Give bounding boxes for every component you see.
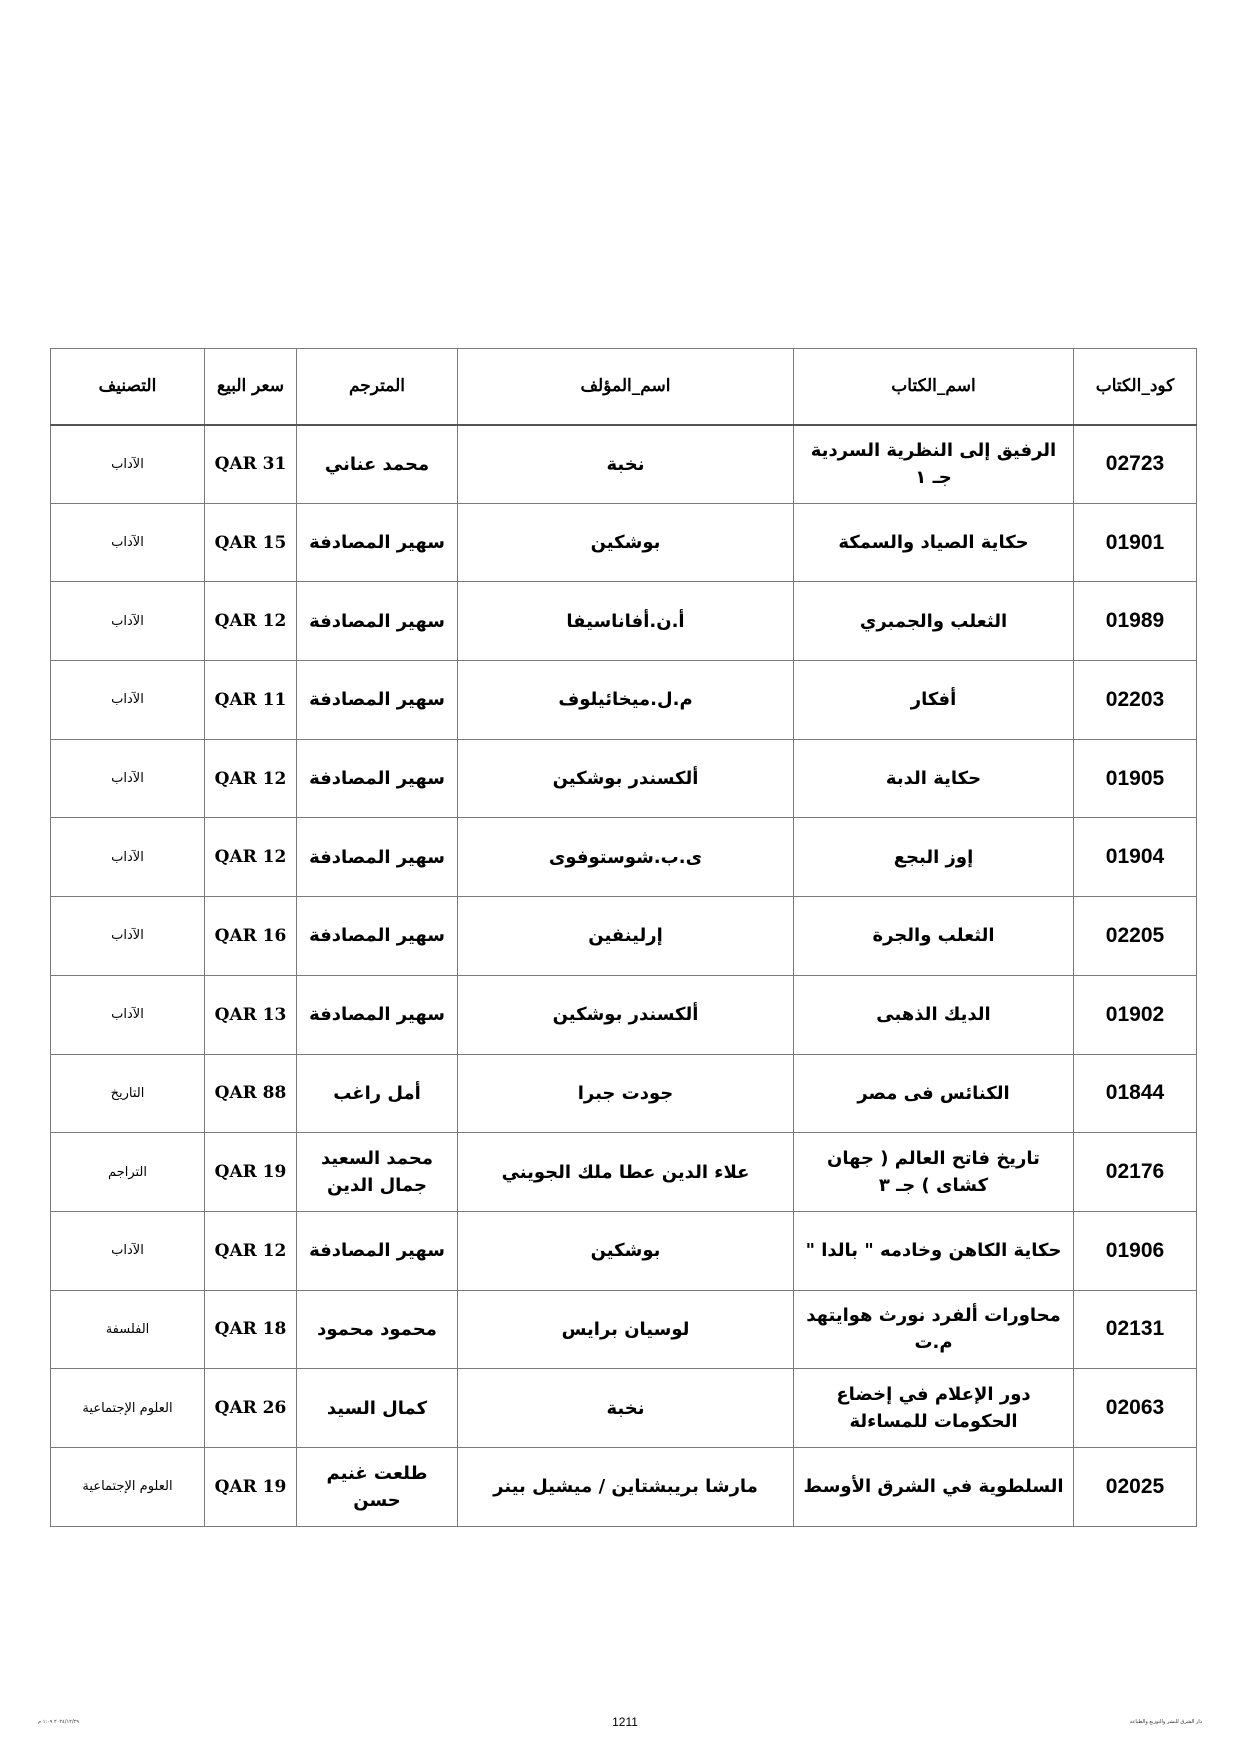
table-row: [51, 1133, 1197, 1212]
cell-classification: الآداب: [51, 897, 205, 976]
cell-classification: الآداب: [51, 582, 205, 661]
cell-price: QAR 19: [205, 1447, 297, 1526]
cell-price: QAR 19: [205, 1133, 297, 1212]
header-author: اسم_المؤلف: [458, 349, 794, 425]
cell-translator: سهير المصادفة: [297, 1211, 458, 1290]
cell-title: دور الإعلام في إخضاع الحكومات للمساءلة: [794, 1369, 1074, 1448]
table-row: [51, 739, 1197, 818]
cell-translator: أمل راغب: [297, 1054, 458, 1133]
cell-price: QAR 88: [205, 1054, 297, 1133]
header-price: سعر البيع: [205, 349, 297, 425]
cell-code: 02176: [1074, 1133, 1197, 1212]
cell-code: 02203: [1074, 661, 1197, 740]
cell-classification: الآداب: [51, 425, 205, 504]
cell-translator: طلعت غنيم حسن: [297, 1447, 458, 1526]
cell-author: مارشا بريبشتاين / ميشيل بينر: [458, 1447, 794, 1526]
cell-classification: العلوم الإجتماعية: [51, 1447, 205, 1526]
cell-translator: سهير المصادفة: [297, 582, 458, 661]
cell-title: حكاية الكاهن وخادمه " بالدا ": [794, 1211, 1074, 1290]
cell-author: علاء الدين عطا ملك الجويني: [458, 1133, 794, 1212]
table-header-row: [51, 349, 1197, 425]
cell-title: محاورات ألفرد نورث هوايتهد م.ت: [794, 1290, 1074, 1369]
table-row: [51, 582, 1197, 661]
cell-price: QAR 12: [205, 1211, 297, 1290]
cell-code: 01844: [1074, 1054, 1197, 1133]
cell-title: الكنائس فى مصر: [794, 1054, 1074, 1133]
cell-title: الديك الذهبى: [794, 975, 1074, 1054]
cell-translator: سهير المصادفة: [297, 661, 458, 740]
cell-translator: سهير المصادفة: [297, 975, 458, 1054]
cell-author: إرلينفين: [458, 897, 794, 976]
cell-author: جودت جبرا: [458, 1054, 794, 1133]
cell-price: QAR 26: [205, 1369, 297, 1448]
cell-code: 02025: [1074, 1447, 1197, 1526]
cell-translator: محمد السعيد جمال الدين: [297, 1133, 458, 1212]
cell-code: 01902: [1074, 975, 1197, 1054]
book-catalog-table: [50, 348, 1197, 1527]
cell-price: QAR 11: [205, 661, 297, 740]
cell-title: إوز البجع: [794, 818, 1074, 897]
cell-classification: الآداب: [51, 739, 205, 818]
table-row: [51, 1054, 1197, 1133]
cell-translator: سهير المصادفة: [297, 503, 458, 582]
cell-translator: محمد عناني: [297, 425, 458, 504]
header-translator: المترجم: [297, 349, 458, 425]
cell-title: تاريخ فاتح العالم ( جهان كشاى ) جـ ٣: [794, 1133, 1074, 1212]
table-row: [51, 897, 1197, 976]
cell-classification: الآداب: [51, 975, 205, 1054]
cell-classification: التراجم: [51, 1133, 205, 1212]
cell-title: حكاية الصياد والسمكة: [794, 503, 1074, 582]
cell-author: ألكسندر بوشكين: [458, 975, 794, 1054]
cell-price: QAR 16: [205, 897, 297, 976]
table-row: [51, 661, 1197, 740]
cell-code: 01905: [1074, 739, 1197, 818]
header-classification: التصنيف: [51, 349, 205, 425]
cell-classification: العلوم الإجتماعية: [51, 1369, 205, 1448]
table-row: [51, 818, 1197, 897]
cell-translator: سهير المصادفة: [297, 818, 458, 897]
cell-title: أفكار: [794, 661, 1074, 740]
cell-code: 01904: [1074, 818, 1197, 897]
table-row: [51, 975, 1197, 1054]
cell-title: الثعلب والجرة: [794, 897, 1074, 976]
cell-author: لوسيان برايس: [458, 1290, 794, 1369]
page-number: 1211: [612, 1715, 638, 1729]
cell-author: نخبة: [458, 425, 794, 504]
cell-classification: الآداب: [51, 661, 205, 740]
cell-price: QAR 15: [205, 503, 297, 582]
cell-classification: الآداب: [51, 818, 205, 897]
cell-code: 01906: [1074, 1211, 1197, 1290]
cell-code: 02131: [1074, 1290, 1197, 1369]
cell-price: QAR 12: [205, 818, 297, 897]
table-row: [51, 425, 1197, 504]
cell-author: بوشكين: [458, 1211, 794, 1290]
cell-price: QAR 18: [205, 1290, 297, 1369]
cell-title: حكاية الدبة: [794, 739, 1074, 818]
footer-right-note: دار الشرق للنشر والتوزيع والطباعة: [1129, 1719, 1202, 1725]
cell-author: ألكسندر بوشكين: [458, 739, 794, 818]
cell-classification: الآداب: [51, 503, 205, 582]
header-title: اسم_الكتاب: [794, 349, 1074, 425]
table-row: [51, 1290, 1197, 1369]
cell-price: QAR 12: [205, 739, 297, 818]
cell-code: 01901: [1074, 503, 1197, 582]
cell-code: 02205: [1074, 897, 1197, 976]
cell-author: م.ل.ميخائيلوف: [458, 661, 794, 740]
cell-code: 01989: [1074, 582, 1197, 661]
cell-author: ى.ب.شوستوفوى: [458, 818, 794, 897]
cell-classification: التاريخ: [51, 1054, 205, 1133]
cell-classification: الآداب: [51, 1211, 205, 1290]
footer-left-note: ٢٠٢٤/١٢/٢٩ ١:٠٩ م: [38, 1719, 79, 1725]
cell-translator: سهير المصادفة: [297, 739, 458, 818]
cell-author: بوشكين: [458, 503, 794, 582]
table-row: [51, 1447, 1197, 1526]
table-row: [51, 503, 1197, 582]
cell-title: السلطوية في الشرق الأوسط: [794, 1447, 1074, 1526]
cell-code: 02063: [1074, 1369, 1197, 1448]
cell-title: الثعلب والجمبري: [794, 582, 1074, 661]
cell-price: QAR 31: [205, 425, 297, 504]
cell-translator: محمود محمود: [297, 1290, 458, 1369]
table-row: [51, 1369, 1197, 1448]
cell-author: نخبة: [458, 1369, 794, 1448]
cell-code: 02723: [1074, 425, 1197, 504]
table-row: [51, 1211, 1197, 1290]
cell-price: QAR 12: [205, 582, 297, 661]
header-code: كود_الكتاب: [1074, 349, 1197, 425]
cell-author: أ.ن.أفاناسيفا: [458, 582, 794, 661]
cell-classification: الفلسفة: [51, 1290, 205, 1369]
cell-price: QAR 13: [205, 975, 297, 1054]
cell-translator: كمال السيد: [297, 1369, 458, 1448]
cell-title: الرفيق إلى النظرية السردية جـ ١: [794, 425, 1074, 504]
cell-translator: سهير المصادفة: [297, 897, 458, 976]
